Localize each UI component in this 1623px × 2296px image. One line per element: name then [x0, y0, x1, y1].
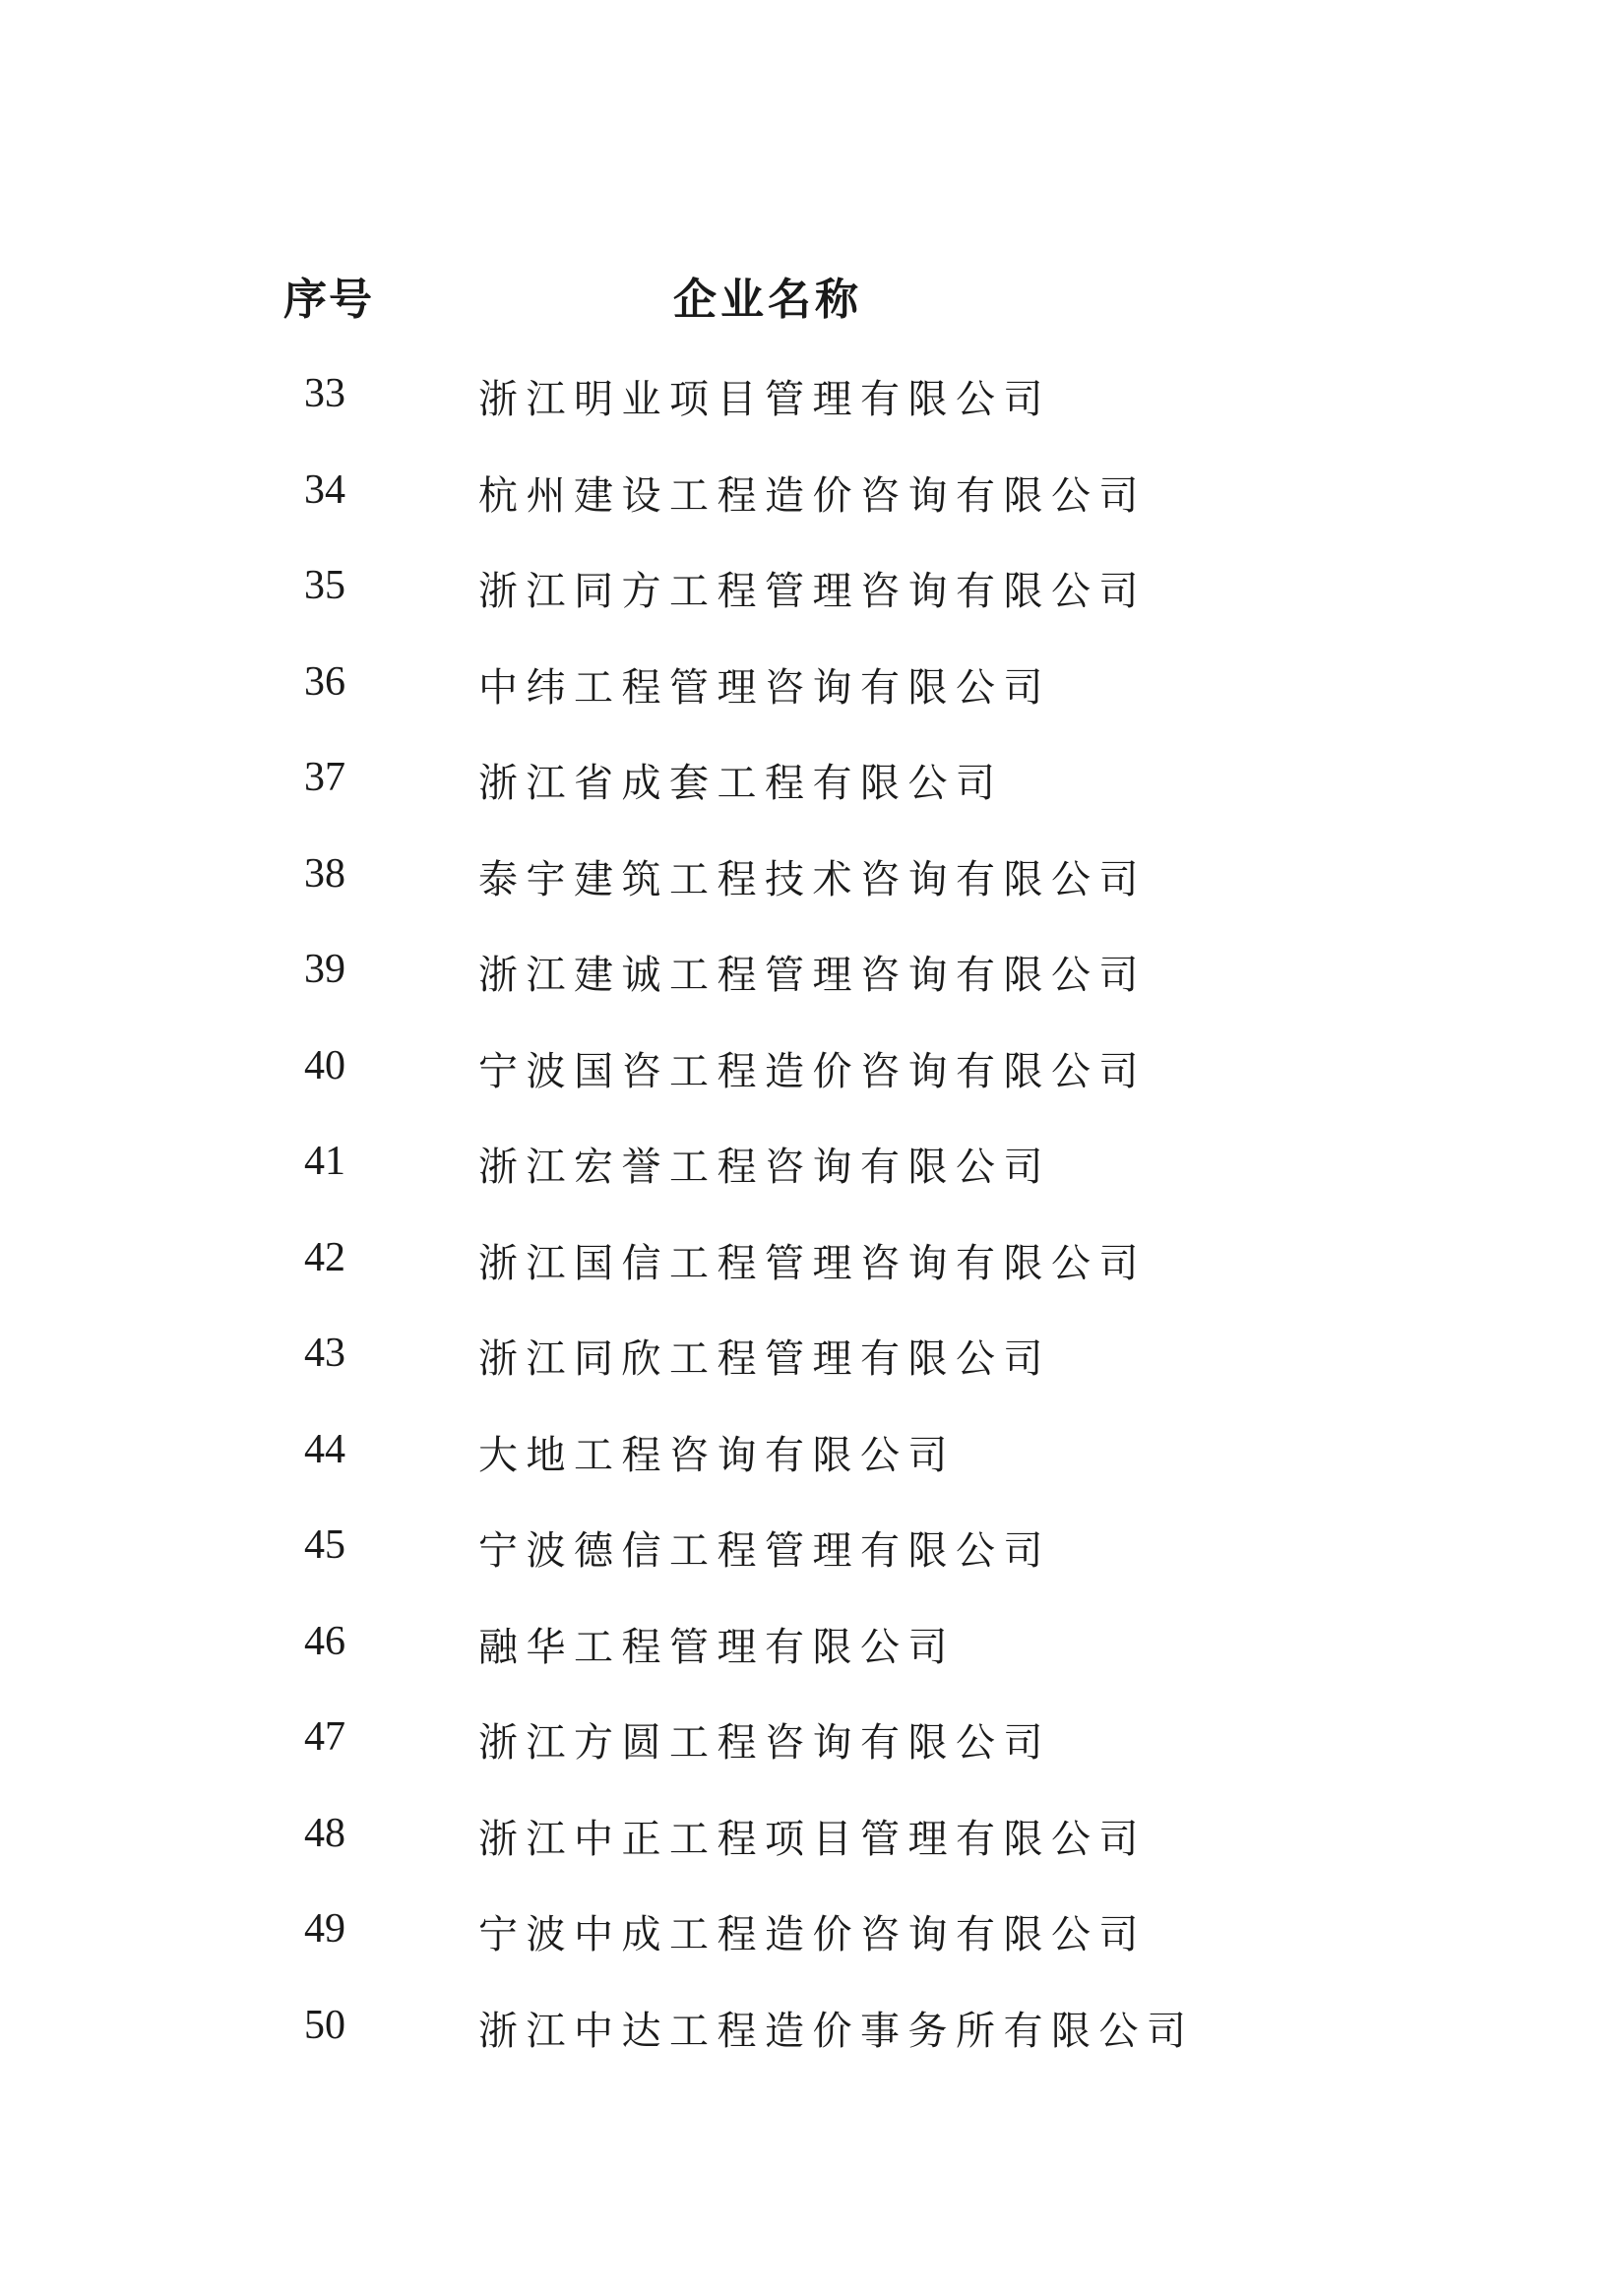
row-number: 34: [304, 466, 345, 513]
company-name: 宁波德信工程管理有限公司: [478, 1528, 1051, 1574]
company-name: 宁波中成工程造价咨询有限公司: [478, 1912, 1147, 1957]
column-header-number: 序号: [283, 275, 374, 325]
company-name: 浙江同方工程管理咨询有限公司: [478, 569, 1147, 614]
company-name: 浙江明业项目管理有限公司: [478, 377, 1051, 422]
row-number: 33: [304, 371, 345, 416]
column-header-company-name: 企业名称: [673, 275, 862, 325]
company-name: 泰宇建筑工程技术咨询有限公司: [478, 856, 1147, 902]
row-number: 41: [304, 1139, 345, 1184]
table-row: [0, 1320, 1623, 1416]
row-number: 50: [304, 2002, 345, 2048]
table-row: [0, 552, 1623, 649]
row-number: 48: [304, 1810, 345, 1856]
company-name: 浙江同欣工程管理有限公司: [478, 1336, 1051, 1382]
row-number: 46: [304, 1618, 345, 1664]
company-name: 浙江建诚工程管理咨询有限公司: [478, 953, 1147, 998]
company-name: 浙江宏誉工程咨询有限公司: [478, 1145, 1051, 1190]
company-name: 中纬工程管理咨询有限公司: [478, 664, 1051, 711]
table-row: [0, 360, 1623, 457]
row-number: 36: [304, 658, 345, 705]
row-number: 47: [304, 1714, 345, 1760]
table-row: [0, 840, 1623, 937]
row-number: 40: [304, 1042, 345, 1088]
company-name: 浙江中正工程项目管理有限公司: [478, 1816, 1147, 1862]
company-name: 浙江中达工程造价事务所有限公司: [478, 2008, 1195, 2054]
company-name: 浙江省成套工程有限公司: [478, 761, 1004, 806]
row-number: 44: [304, 1426, 345, 1472]
table-row: [0, 1032, 1623, 1129]
row-number: 35: [304, 563, 345, 608]
company-list: [0, 360, 1623, 2087]
row-number: 37: [304, 755, 345, 800]
table-row: [0, 1704, 1623, 1800]
company-name: 杭州建设工程造价咨询有限公司: [478, 472, 1147, 519]
table-row: [0, 1416, 1623, 1513]
table-row: [0, 1895, 1623, 1992]
company-name: 大地工程咨询有限公司: [478, 1432, 956, 1478]
row-number: 39: [304, 947, 345, 992]
table-row: [0, 1224, 1623, 1321]
table-row: [0, 744, 1623, 840]
company-name: 融华工程管理有限公司: [478, 1624, 956, 1670]
row-number: 43: [304, 1331, 345, 1376]
table-row: [0, 936, 1623, 1032]
company-name: 浙江国信工程管理咨询有限公司: [478, 1240, 1147, 1286]
company-name: 宁波国咨工程造价咨询有限公司: [478, 1048, 1147, 1094]
row-number: 45: [304, 1522, 345, 1568]
table-row: [0, 1608, 1623, 1705]
table-row: [0, 649, 1623, 745]
row-number: 42: [304, 1234, 345, 1280]
table-header: [0, 264, 1623, 323]
row-number: 49: [304, 1906, 345, 1952]
table-row: [0, 1800, 1623, 1896]
table-row: [0, 1992, 1623, 2088]
table-row: [0, 1512, 1623, 1608]
company-name: 浙江方圆工程咨询有限公司: [478, 1720, 1051, 1766]
table-row: [0, 1128, 1623, 1224]
table-row: [0, 457, 1623, 553]
row-number: 38: [304, 850, 345, 897]
